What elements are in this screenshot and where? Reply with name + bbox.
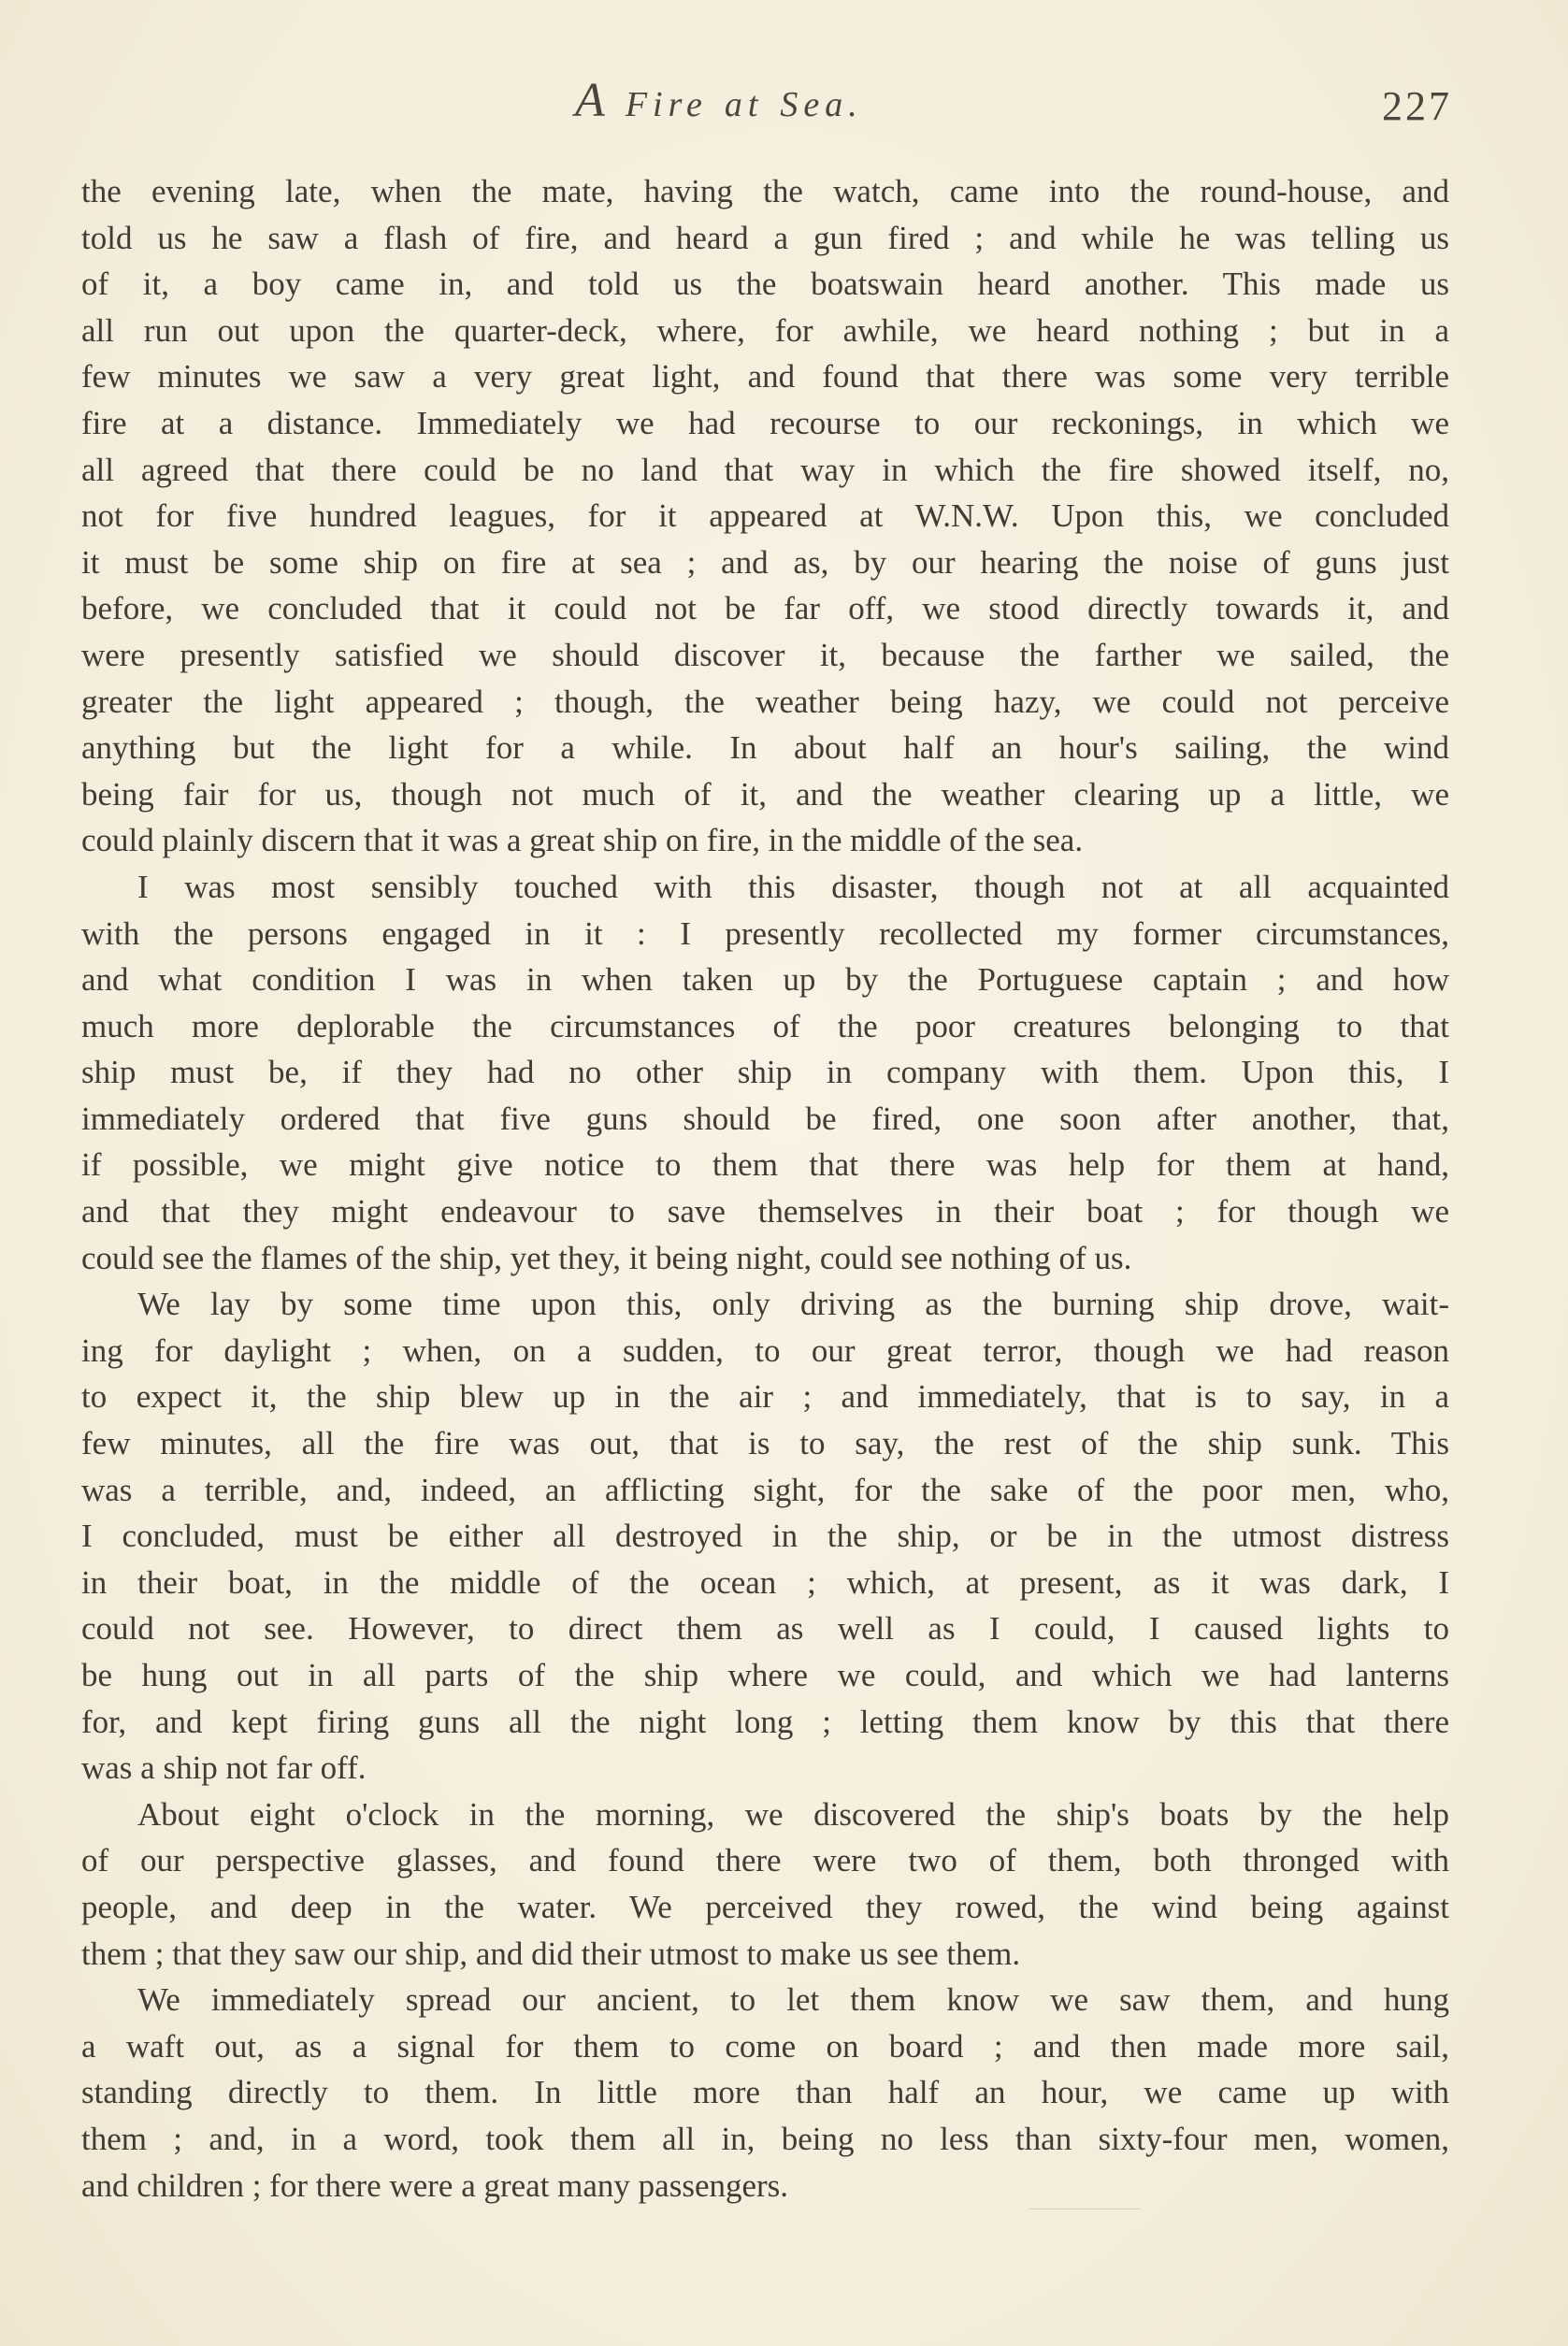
text-line: them ; and, in a word, took them all in, being no less than sixty-four men, women, xyxy=(81,2120,1449,2157)
text-line: all agreed that there could be no land that way in which the fire showed itself, no, xyxy=(81,451,1449,488)
text-line: the evening late, when the mate, having the watch, came into the round-house, and xyxy=(81,173,1449,209)
text-line: few minutes we saw a very great light, and found that there was some very terrible xyxy=(81,358,1449,396)
text-line: was a ship not far off. xyxy=(81,1749,367,1787)
text-line: of our perspective glasses, and found there were two of them, both thronged with xyxy=(81,1842,1449,1879)
running-head xyxy=(0,65,1568,131)
text-line: to expect it, the ship blew up in the air ; and immediately, that is to say, in a xyxy=(81,1378,1449,1416)
text-line: not for five hundred leagues, for it appeared at W.N.W. Upon this, we concluded xyxy=(81,497,1449,535)
text-line: I concluded, must be either all destroyed in the ship, or be in the utmost distress xyxy=(81,1518,1449,1555)
text-line: few minutes, all the fire was out, that is to say, the rest of the ship sunk. This xyxy=(81,1425,1449,1462)
text-line: was a terrible, and, indeed, an afflicting sight, for the sake of the poor men, who, xyxy=(81,1471,1449,1508)
title-word-fire: Fire xyxy=(625,85,708,124)
text-line: with the persons engaged in it : I presently recollected my former circumstances, xyxy=(81,914,1449,952)
text-line: it must be some ship on fire at sea ; and as, by our hearing the noise of guns just xyxy=(81,543,1449,581)
text-line: of it, a boy came in, and told us the boatswain heard another. This made us xyxy=(81,266,1449,303)
text-line: much more deplorable the circumstances of the poor creatures belonging to that xyxy=(81,1007,1449,1044)
text-line: before, we concluded that it could not be far off, we stood directly towards it, and xyxy=(81,590,1449,627)
text-line: About eight o'clock in the morning, we discovered the ship's boats by the help xyxy=(137,1795,1449,1833)
text-line: all run out upon the quarter-deck, where, for awhile, we heard nothing ; but in a xyxy=(81,311,1449,349)
text-line: a waft out, as a signal for them to come on board ; and then made more sail, xyxy=(81,2027,1449,2065)
text-line: We lay by some time upon this, only driving as the burning ship drove, wait- xyxy=(137,1286,1449,1323)
text-line: told us he saw a flash of fire, and heard a gun fired ; and while he was telling us xyxy=(81,219,1449,256)
text-line: anything but the light for a while. In about half an hour's sailing, the wind xyxy=(81,729,1449,767)
body-text xyxy=(81,168,1449,2209)
text-line: people, and deep in the water. We perceived they rowed, the wind being against xyxy=(81,1888,1449,1925)
text-line: and that they might endeavour to save themselves in their boat ; for though we xyxy=(81,1193,1449,1231)
page-number: 227 xyxy=(1382,83,1452,129)
text-line: immediately ordered that five guns should be fired, one soon after another, that, xyxy=(81,1100,1449,1137)
text-line: fire at a distance. Immediately we had recourse to our reckonings, in which we xyxy=(81,404,1449,441)
text-line: I was most sensibly touched with this disaster, though not at all acquainted xyxy=(137,868,1449,905)
title-initial: A xyxy=(575,74,609,127)
text-line: for, and kept firing guns all the night long ; letting them know by this that there xyxy=(81,1703,1449,1740)
text-line: in their boat, in the middle of the ocean ; which, at present, as it was dark, I xyxy=(81,1563,1449,1601)
text-line: and children ; for there were a great many passengers. xyxy=(81,2166,789,2204)
text-line: could see the flames of the ship, yet they, it being night, could see nothing of us. xyxy=(81,1239,1132,1276)
text-line: were presently satisfied we should discover it, because the farther we sailed, the xyxy=(81,636,1449,673)
text-line: ing for daylight ; when, on a sudden, to our great terror, though we had reason xyxy=(81,1331,1449,1369)
text-line: standing directly to them. In little more than half an hour, we came up with xyxy=(81,2074,1449,2111)
text-line: could plainly discern that it was a great ship on fire, in the middle of the sea. xyxy=(81,822,1084,859)
text-line: being fair for us, though not much of it, and the weather clearing up a little, we xyxy=(81,775,1449,813)
title-word-sea: Sea. xyxy=(780,85,863,124)
text-line: them ; that they saw our ship, and did their utmost to make us see them. xyxy=(81,1935,1021,1972)
title-word-at: at xyxy=(724,85,764,124)
running-title xyxy=(575,73,863,128)
text-line: be hung out in all parts of the ship where we could, and which we had lanterns xyxy=(81,1657,1449,1693)
text-line: ship must be, if they had no other ship in company with them. Upon this, I xyxy=(81,1054,1449,1091)
text-line: if possible, we might give notice to them that there was help for them at hand, xyxy=(81,1146,1449,1184)
text-line: greater the light appeared ; though, the weather being hazy, we could not perceive xyxy=(81,683,1449,720)
text-line: We immediately spread our ancient, to let them know we saw them, and hung xyxy=(137,1981,1449,2019)
text-line: and what condition I was in when taken up by the Portuguese captain ; and how xyxy=(81,961,1449,999)
text-line: could not see. However, to direct them as well as I could, I caused lights to xyxy=(81,1610,1449,1648)
